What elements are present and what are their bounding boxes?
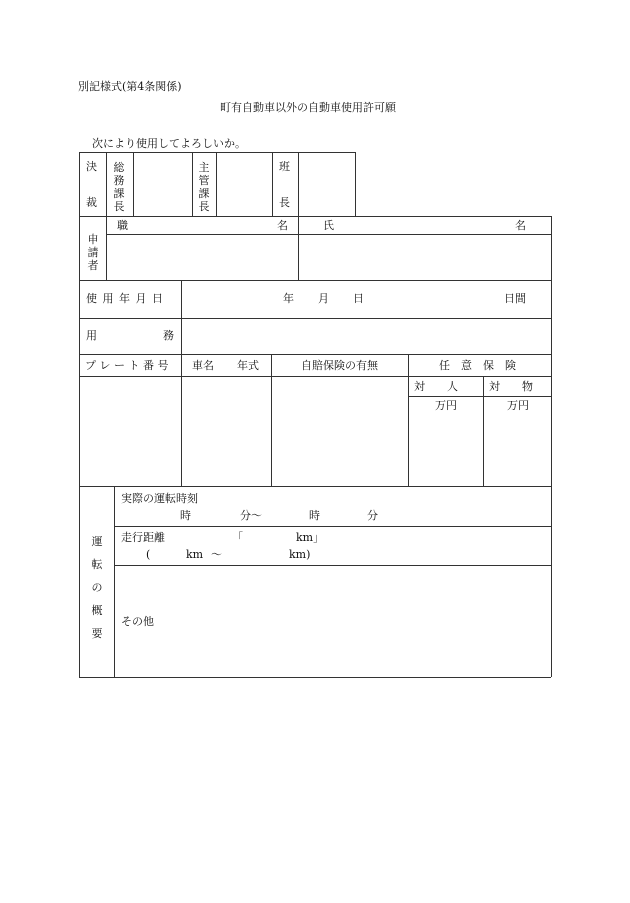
intro-text: 次により使用してよろしいか。: [92, 137, 246, 150]
hancho-2: 長: [279, 196, 290, 209]
form-label: 別記様式(第4条関係): [78, 80, 182, 93]
applicant-label: 申 請 者: [87, 233, 99, 272]
odometer-km-2: km): [289, 548, 311, 561]
kessai-2: 裁: [86, 196, 97, 209]
minute-1: 分～: [240, 509, 262, 522]
actual-time-label: 実際の運転時刻: [121, 492, 198, 505]
other-label: その他: [121, 615, 154, 628]
shukan-kacho-label: 主 管 課 長: [198, 161, 210, 213]
position-name-label: 名: [277, 219, 288, 232]
usage-year: 年: [283, 292, 294, 305]
kessai-1: 決: [86, 160, 97, 173]
odometer-km-1: km: [186, 548, 204, 561]
business-label-b: 務: [163, 329, 174, 342]
property-unit: 万円: [507, 399, 529, 412]
person-label: 氏: [323, 219, 334, 232]
bodily-header: 対 人: [414, 380, 458, 393]
business-label-a: 用: [86, 329, 97, 342]
hancho-1: 班: [279, 160, 290, 173]
voluntary-insurance-header: 任 意 保 険: [439, 359, 516, 372]
bodily-unit: 万円: [435, 399, 457, 412]
minute-2: 分: [367, 509, 378, 522]
hour-1: 時: [180, 509, 191, 522]
usage-month: 月: [318, 292, 329, 305]
car-name-header: 車名: [192, 359, 214, 372]
position-label: 職: [117, 219, 128, 232]
odometer-open: (: [146, 548, 151, 561]
somu-kacho-label: 総 務 課 長: [113, 161, 125, 213]
compulsory-insurance-header: 自賠保険の有無: [301, 359, 378, 372]
plate-number-header: プ レ ー ト 番 号: [85, 359, 169, 372]
usage-day: 日: [353, 292, 364, 305]
model-year-header: 年式: [237, 359, 259, 372]
usage-days: 日間: [504, 292, 526, 305]
form-title: 町有自動車以外の自動車使用許可願: [220, 101, 396, 114]
distance-unit: km」: [296, 531, 325, 544]
odometer-tilde: ～: [211, 548, 222, 561]
property-header: 対 物: [489, 380, 533, 393]
driving-overview-label: 運 転 の 概 要: [91, 535, 103, 640]
hour-2: 時: [309, 509, 320, 522]
usage-date-label: 使 用 年 月 日: [86, 292, 164, 305]
person-name-label: 名: [515, 219, 526, 232]
distance-label: 走行距離: [121, 531, 165, 544]
distance-bracket-open: 「: [232, 531, 243, 544]
